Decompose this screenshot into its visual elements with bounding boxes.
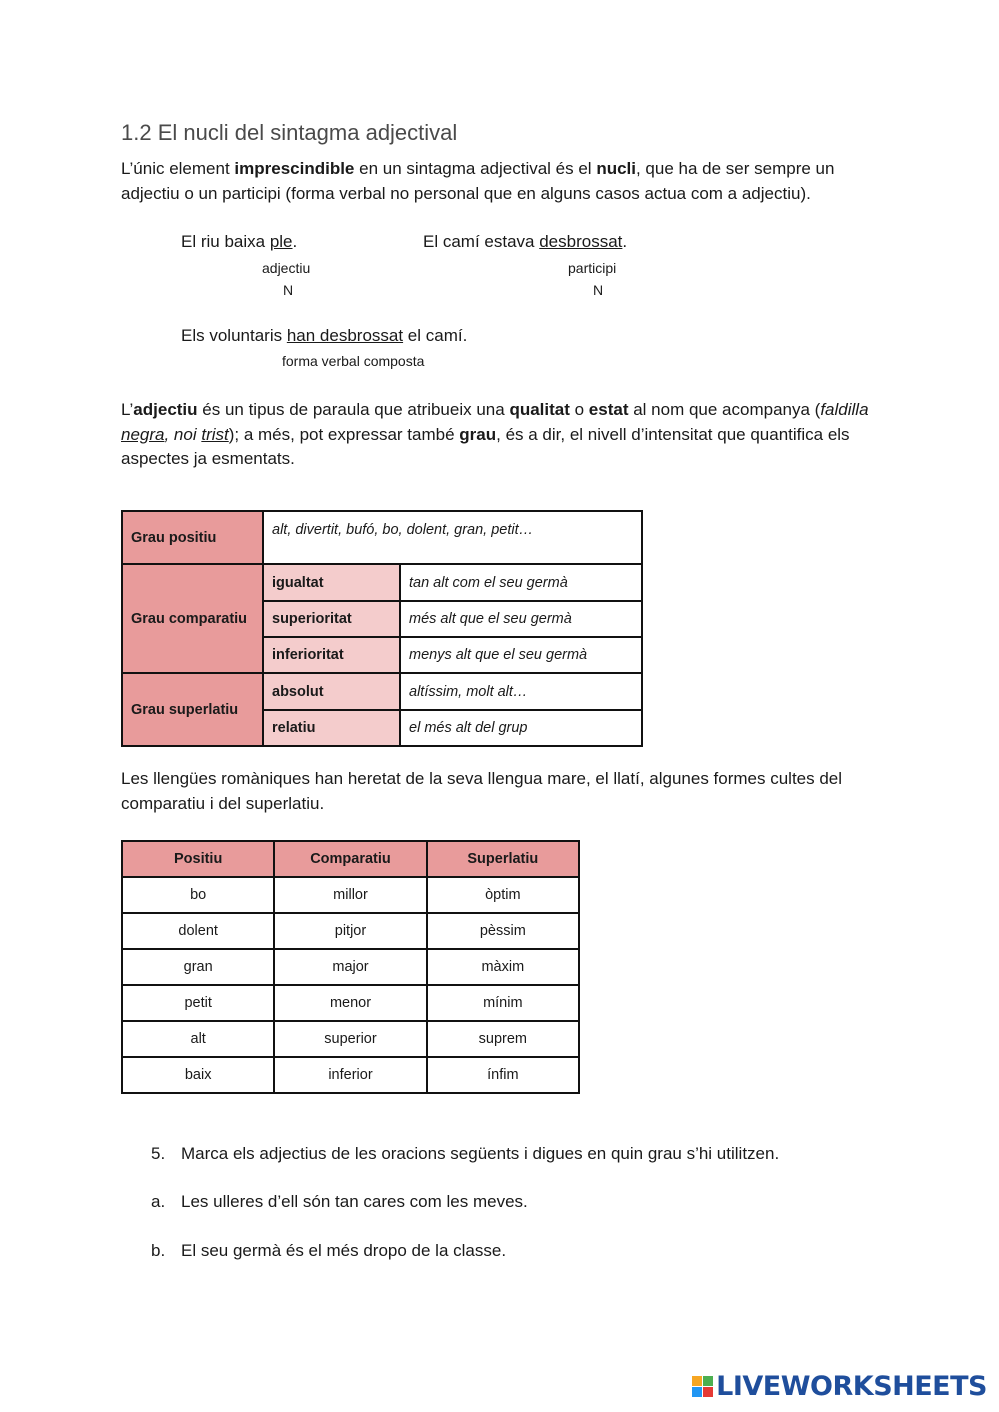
- table-row: [122, 913, 579, 949]
- grau-type-relatiu: relatiu: [263, 710, 400, 746]
- adj-text-2: és un tipus de paraula que atribueix una: [197, 400, 510, 419]
- forms-cell: menor: [274, 985, 426, 1021]
- example-2-n: N: [593, 282, 604, 298]
- adj-text-6: , és a dir, el nivell d’intensitat que quantifica els aspectes ja esmentats.: [121, 424, 850, 468]
- forms-table: [121, 840, 580, 1094]
- grau-superlatiu-label: Grau superlatiu: [122, 673, 263, 746]
- example-2-label: participi: [568, 260, 617, 276]
- table-row: [122, 1021, 579, 1057]
- grau-positiu-label: Grau positiu: [122, 511, 263, 564]
- liveworksheets-logo: [692, 1371, 987, 1402]
- grau-comparatiu-label: Grau comparatiu: [122, 564, 263, 673]
- forms-header-positiu: Positiu: [122, 841, 274, 877]
- grau-example-igualtat: tan alt com el seu germà: [400, 564, 642, 601]
- forms-cell: dolent: [122, 913, 274, 949]
- exercise-item-text[interactable]: Les ulleres d’ell són tan cares com les meves.: [181, 1192, 528, 1211]
- forms-cell: màxim: [427, 949, 579, 985]
- page-title: 1.2 El nucli del sintagma adjectival: [121, 120, 458, 145]
- adjectiu-paragraph: [121, 398, 891, 472]
- grau-row-absolut: [122, 673, 642, 710]
- grau-table: [121, 510, 643, 747]
- example-1-nucleus: ple: [269, 232, 293, 251]
- forms-cell: gran: [122, 949, 274, 985]
- exercise-number: 5.: [151, 1144, 166, 1163]
- forms-cell: baix: [122, 1057, 274, 1093]
- example-3-label: forma verbal composta: [282, 353, 425, 369]
- adj-text-1: L’: [121, 400, 134, 419]
- grau-type-absolut: absolut: [263, 673, 400, 710]
- example-3: [181, 326, 467, 346]
- forms-header-comparatiu: Comparatiu: [274, 841, 426, 877]
- adj-bold-grau: grau: [459, 424, 497, 444]
- exercise-prompt-text: Marca els adjectius de les oracions següents i digues en quin grau s’hi utilitzen.: [181, 1144, 780, 1163]
- example-1: [181, 232, 297, 252]
- forms-cell: pitjor: [274, 913, 426, 949]
- grau-example-superioritat: més alt que el seu germà: [400, 601, 642, 637]
- adj-bold-adjectiu: adjectiu: [133, 400, 198, 419]
- example-3-verb: han desbrossat: [286, 326, 404, 345]
- table-row: [122, 877, 579, 913]
- intro-paragraph: [121, 157, 891, 206]
- forms-cell: pèssim: [427, 913, 579, 949]
- intro-text-1: L’únic element: [121, 159, 235, 178]
- grau-positiu-example: alt, divertit, bufó, bo, dolent, gran, petit…: [263, 511, 642, 564]
- adj-italic-trist: trist: [201, 424, 229, 444]
- table-row: [122, 985, 579, 1021]
- exercise-prompt: [151, 1144, 779, 1164]
- example-3-rest: el camí.: [403, 326, 468, 345]
- liveworksheets-logo-icon: [692, 1376, 713, 1397]
- table-row: [122, 949, 579, 985]
- example-1-period: .: [292, 232, 298, 251]
- grau-row-igualtat: [122, 564, 642, 601]
- example-2-period: .: [622, 232, 628, 251]
- adj-italic-negra: negra: [121, 424, 165, 444]
- exercise-item-text[interactable]: El seu germà és el més dropo de la classe.: [181, 1241, 507, 1260]
- forms-cell: òptim: [427, 877, 579, 913]
- forms-cell: petit: [122, 985, 274, 1021]
- intro-text-3: , que ha de ser sempre un adjectiu o un participi (forma verbal no personal que en alguns casos actua com a adjectiu).: [121, 159, 835, 203]
- example-1-n: N: [283, 282, 294, 298]
- grau-type-inferioritat: inferioritat: [263, 637, 400, 673]
- grau-type-superioritat: superioritat: [263, 601, 400, 637]
- example-3-text: Els voluntaris: [181, 326, 287, 345]
- example-1-label: adjectiu: [262, 260, 311, 276]
- adj-bold-qualitat: qualitat: [509, 400, 570, 419]
- exercise-item-letter: b.: [151, 1241, 166, 1260]
- exercise-item-b[interactable]: [151, 1241, 506, 1261]
- forms-cell: alt: [122, 1021, 274, 1057]
- example-1-text: El riu baixa: [181, 232, 270, 251]
- forms-header-superlatiu: Superlatiu: [427, 841, 579, 877]
- grau-example-absolut: altíssim, molt alt…: [400, 673, 642, 710]
- forms-cell: bo: [122, 877, 274, 913]
- table-row: [122, 1057, 579, 1093]
- forms-cell: superior: [274, 1021, 426, 1057]
- forms-cell: mínim: [427, 985, 579, 1021]
- adj-text-5: ); a més, pot expressar també: [228, 424, 460, 444]
- forms-cell: suprem: [427, 1021, 579, 1057]
- example-2-text: El camí estava: [423, 232, 540, 251]
- adj-italic-1: faldilla: [820, 400, 869, 419]
- forms-cell: inferior: [274, 1057, 426, 1093]
- example-2: [423, 232, 627, 252]
- intro-bold-nucli: nucli: [596, 159, 636, 178]
- grau-example-relatiu: el més alt del grup: [400, 710, 642, 746]
- forms-cell: millor: [274, 877, 426, 913]
- example-2-nucleus: desbrossat: [539, 232, 623, 251]
- grau-example-inferioritat: menys alt que el seu germà: [400, 637, 642, 673]
- forms-cell: major: [274, 949, 426, 985]
- forms-cell: ínfim: [427, 1057, 579, 1093]
- exercise-item-a[interactable]: [151, 1192, 528, 1212]
- adj-text-3: o: [569, 400, 589, 419]
- intro-text-2: en un sintagma adjectival és el: [354, 159, 597, 178]
- adj-italic-2: , noi: [164, 424, 202, 444]
- adj-bold-estat: estat: [588, 400, 629, 419]
- romance-paragraph: Les llengües romàniques han heretat de la seva llengua mare, el llatí, algunes formes cultes del comparatiu i del superlatiu.: [121, 769, 843, 813]
- liveworksheets-logo-text: LIVEWORKSHEETS: [716, 1371, 987, 1402]
- intro-bold-imprescindible: imprescindible: [234, 159, 355, 178]
- adj-text-4: al nom que acompanya (: [628, 400, 821, 419]
- grau-type-igualtat: igualtat: [263, 564, 400, 601]
- forms-header-row: [122, 841, 579, 877]
- grau-row-positiu: [122, 511, 642, 564]
- exercise-item-letter: a.: [151, 1192, 166, 1211]
